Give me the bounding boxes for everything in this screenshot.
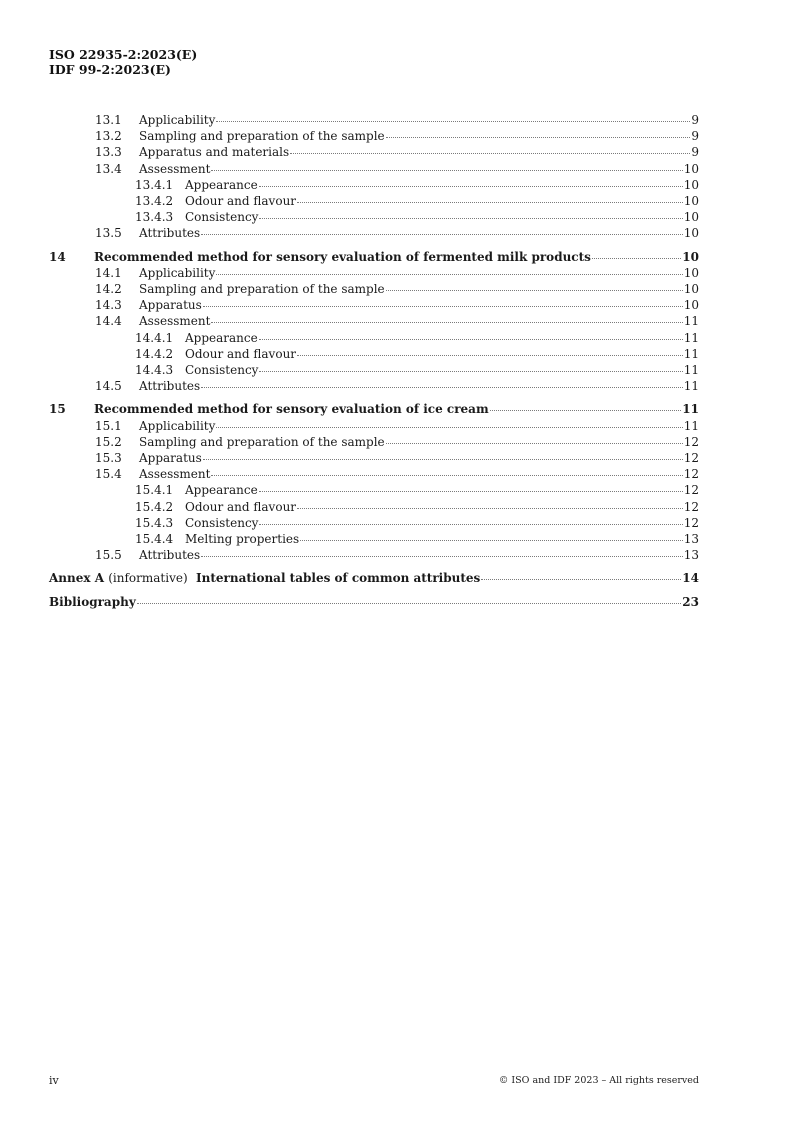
toc-entry-page: 11 (683, 379, 699, 394)
toc-entry-page: 9 (691, 145, 699, 160)
toc-entry-number: 15.5 (95, 548, 122, 563)
toc-entry-title: Melting properties (185, 532, 300, 547)
header-standard-iso: ISO 22935-2:2023(E) (49, 47, 198, 62)
dot-leader (297, 508, 683, 509)
toc-entry-number: 15.4 (95, 467, 122, 482)
dot-leader (216, 121, 690, 122)
dot-leader (297, 355, 683, 356)
dot-leader (386, 443, 683, 444)
dot-leader (259, 218, 682, 219)
toc-entry-page: 12 (683, 483, 699, 498)
toc-entry-page: 10 (683, 194, 699, 209)
toc-entry-number: 14.2 (95, 282, 122, 297)
toc-entry-number: 14.3 (95, 298, 122, 313)
toc-entry-title: Consistency (185, 210, 259, 225)
toc-entry-page: 10 (683, 226, 699, 241)
toc-entry[interactable] (49, 346, 699, 362)
toc-entry-number: 15.2 (95, 434, 122, 449)
toc-entry-number: 14 (49, 249, 66, 264)
toc-entry-title: Sampling and preparation of the sample (139, 282, 385, 297)
toc-entry[interactable] (49, 362, 699, 378)
dot-leader (300, 540, 683, 541)
dot-leader (386, 290, 683, 291)
toc-entry-page: 12 (683, 434, 699, 449)
toc-entry-number: 13.5 (95, 226, 122, 241)
toc-entry[interactable] (49, 265, 699, 281)
dot-leader (203, 459, 683, 460)
toc-entry[interactable] (49, 128, 699, 144)
dot-leader (216, 274, 682, 275)
dot-leader (201, 234, 683, 235)
dot-leader (203, 306, 683, 307)
toc-entry[interactable] (49, 515, 699, 531)
toc-entry-number: 14.4.1 (135, 330, 174, 345)
toc-entry-page: 10 (683, 210, 699, 225)
toc-entry-number: 15.4.4 (135, 532, 174, 547)
dot-leader (201, 387, 683, 388)
toc-entry[interactable] (49, 209, 699, 225)
toc-entry[interactable] (49, 249, 699, 265)
annex-label: Annex A (49, 571, 105, 586)
toc-entry-page: 13 (683, 548, 699, 563)
toc-entry[interactable] (49, 177, 699, 193)
toc-entry-page: 10 (683, 298, 699, 313)
dot-leader (259, 524, 682, 525)
dot-leader (490, 410, 682, 411)
dot-leader (297, 202, 683, 203)
dot-leader (290, 153, 690, 154)
toc-entry-title: Assessment (139, 314, 211, 329)
toc-entry-title: Appearance (185, 177, 258, 192)
toc-entry-page: 12 (683, 515, 699, 530)
toc-entry-bibliography[interactable] (49, 594, 699, 610)
toc-entry-title: Odour and flavour (185, 346, 297, 361)
dot-leader (259, 339, 683, 340)
toc-entry-number: 15.4.3 (135, 515, 174, 530)
toc-entry[interactable] (49, 193, 699, 209)
table-of-contents (49, 112, 699, 610)
toc-entry-title: Assessment (139, 467, 211, 482)
toc-entry-title: Attributes (139, 379, 201, 394)
toc-entry[interactable] (49, 401, 699, 417)
dot-leader (481, 579, 681, 580)
toc-entry-number: 15 (49, 402, 66, 417)
toc-entry-page: 9 (691, 113, 699, 127)
toc-entry-page: 11 (683, 418, 699, 433)
toc-entry-title: Odour and flavour (185, 194, 297, 209)
toc-entry[interactable] (49, 112, 699, 128)
toc-entry-page: 10 (683, 177, 699, 192)
dot-leader (201, 556, 683, 557)
annex-qualifier: (informative) (108, 571, 188, 586)
dot-leader (259, 491, 683, 492)
toc-entry[interactable] (49, 482, 699, 498)
bibliography-page: 23 (682, 594, 699, 609)
dot-leader (386, 137, 691, 138)
toc-entry-page: 12 (683, 499, 699, 514)
toc-entry-number: 14.1 (95, 265, 122, 280)
dot-leader (216, 427, 682, 428)
dot-leader (259, 186, 683, 187)
dot-leader (137, 603, 682, 604)
toc-entry-title: Odour and flavour (185, 499, 297, 514)
toc-entry[interactable] (49, 466, 699, 482)
toc-entry-page: 11 (682, 402, 699, 417)
toc-entry-title: Applicability (139, 418, 216, 433)
toc-entry[interactable] (49, 547, 699, 563)
toc-entry-number: 13.2 (95, 129, 122, 144)
toc-entry-number: 14.4.3 (135, 363, 174, 378)
toc-entry[interactable] (49, 161, 699, 177)
toc-entry-page: 12 (683, 451, 699, 466)
toc-entry-title: Applicability (139, 265, 216, 280)
toc-entry-title: Apparatus and materials (139, 145, 290, 160)
toc-entries (49, 112, 699, 563)
toc-entry-title: Applicability (139, 113, 216, 127)
toc-entry-page: 11 (683, 363, 699, 378)
toc-entry-title: Apparatus (139, 298, 202, 313)
toc-entry-number: 13.1 (95, 113, 122, 127)
footer-copyright: © ISO and IDF 2023 – All rights reserved (498, 1075, 699, 1086)
toc-entry-title: Assessment (139, 161, 211, 176)
toc-entry-title: Recommended method for sensory evaluation of ice cream (94, 402, 489, 417)
toc-entry[interactable] (49, 499, 699, 515)
toc-entry-number: 14.4.2 (135, 346, 174, 361)
toc-entry[interactable] (49, 330, 699, 346)
toc-entry[interactable] (49, 313, 699, 329)
dot-leader (259, 371, 682, 372)
toc-entry-title: Attributes (139, 548, 201, 563)
dot-leader (211, 475, 682, 476)
toc-entry-page: 13 (683, 532, 699, 547)
toc-entry-number: 15.4.2 (135, 499, 174, 514)
toc-entry-number: 13.4.2 (135, 194, 174, 209)
toc-entry-annex-a[interactable] (49, 570, 699, 586)
toc-entry[interactable] (49, 450, 699, 466)
toc-entry[interactable] (49, 225, 699, 241)
toc-entry-page: 11 (683, 314, 699, 329)
toc-entry-page: 10 (683, 282, 699, 297)
toc-entry-title: Consistency (185, 515, 259, 530)
bibliography-title: Bibliography (49, 594, 136, 609)
toc-entry-number: 15.1 (95, 418, 122, 433)
toc-entry-number: 14.4 (95, 314, 122, 329)
toc-entry-page: 11 (683, 346, 699, 361)
document-header (49, 47, 197, 77)
toc-entry-page: 10 (683, 161, 699, 176)
toc-entry-page: 10 (682, 249, 699, 264)
header-standard-idf: IDF 99-2:2023(E) (49, 62, 171, 77)
toc-entry-title: Sampling and preparation of the sample (139, 434, 385, 449)
toc-entry-title: Recommended method for sensory evaluation of fermented milk products (94, 249, 591, 264)
toc-entry[interactable] (49, 434, 699, 450)
toc-entry-page: 10 (683, 265, 699, 280)
toc-entry-title: Appearance (185, 483, 258, 498)
toc-entry-title: Consistency (185, 363, 259, 378)
toc-entry-page: 12 (683, 467, 699, 482)
toc-entry-number: 13.3 (95, 145, 122, 160)
toc-entry-number: 15.3 (95, 451, 122, 466)
toc-entry-title: Appearance (185, 330, 258, 345)
dot-leader (211, 322, 682, 323)
footer-page-number: iv (49, 1074, 59, 1087)
toc-entry-title: Sampling and preparation of the sample (139, 129, 385, 144)
toc-entry-number: 13.4 (95, 161, 122, 176)
toc-entry-title: Attributes (139, 226, 201, 241)
toc-entry-number: 14.5 (95, 379, 122, 394)
annex-title: International tables of common attributes (196, 571, 481, 586)
toc-entry-number: 13.4.1 (135, 177, 174, 192)
toc-entry[interactable] (49, 378, 699, 394)
toc-entry[interactable] (49, 531, 699, 547)
toc-entry-page: 11 (683, 330, 699, 345)
toc-entry-number: 13.4.3 (135, 210, 174, 225)
toc-entry-page: 9 (691, 129, 699, 144)
toc-entry[interactable] (49, 281, 699, 297)
annex-page: 14 (682, 571, 699, 586)
toc-entry-title: Apparatus (139, 451, 202, 466)
toc-entry[interactable] (49, 297, 699, 313)
toc-entry[interactable] (49, 144, 699, 160)
dot-leader (592, 258, 681, 259)
toc-entry-number: 15.4.1 (135, 483, 174, 498)
dot-leader (211, 170, 682, 171)
toc-entry[interactable] (49, 418, 699, 434)
